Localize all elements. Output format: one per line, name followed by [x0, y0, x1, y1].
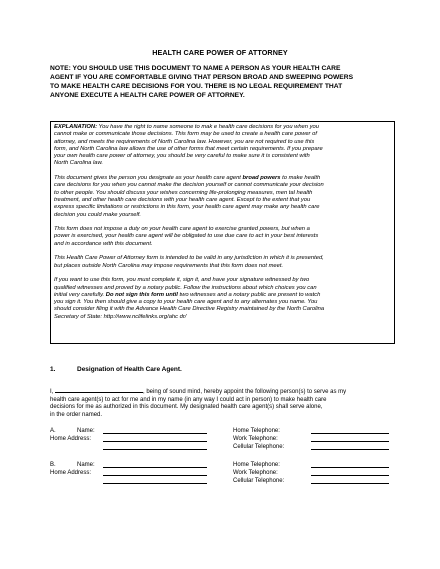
- agent-a-address-field[interactable]: [103, 435, 207, 442]
- note-line: NOTE: YOU SHOULD USE THIS DOCUMENT TO NAME A PERSON AS YOUR HEALTH CARE: [50, 65, 341, 72]
- cellular-telephone-label: Cellular Telephone:: [233, 478, 285, 484]
- intro-text: in the order named.: [50, 411, 103, 418]
- explanation-text: to make health: [280, 175, 321, 182]
- agent-a-home-telephone-field[interactable]: [311, 427, 389, 434]
- home-address-label: Home Address:: [50, 436, 92, 442]
- agent-b-address-field[interactable]: [103, 469, 207, 476]
- intro-text: decisions for me as authorized in this document. My designated health care agent(s) shall serve alone,: [50, 404, 323, 410]
- note-line: AGENT IF YOU ARE COMFORTABLE GIVING THAT PERSON BROAD AND SWEEPING POWERS: [50, 74, 354, 81]
- explanation-text: you sign it. You then should give a copy to your health care agent and to any alternates you name. You: [54, 299, 318, 306]
- section-number: 1.: [50, 366, 56, 373]
- agent-b-block: [50, 461, 395, 485]
- explanation-text: Secretary of State: http://www.nclifelinks.org/ahc dr/: [54, 313, 187, 320]
- work-telephone-label: Work Telephone:: [233, 470, 278, 476]
- explanation-text: to other people. You should discuss your wishes concerning life-prolonging measures, men tal health: [54, 189, 313, 196]
- note-line: ANYONE EXECUTE A HEALTH CARE POWER OF ATTORNEY.: [50, 92, 245, 99]
- intro-text: , being of sound mind, hereby appoint the following person(s) to serve as my: [143, 389, 347, 395]
- section-heading: [50, 366, 182, 373]
- name-label: Name:: [77, 428, 95, 434]
- explanation-text: qualified witnesses and proved by a notary public. Follow the instructions about which choices you can: [54, 284, 317, 291]
- explanation-text: express specific limitations or restrictions in this form, your health care agent may make any health care: [54, 204, 320, 211]
- explanation-label: EXPLANATION:: [54, 124, 98, 130]
- note-block: [50, 64, 395, 100]
- agent-b-home-telephone-field[interactable]: [311, 461, 389, 468]
- section-title: Designation of Health Care Agent.: [77, 366, 182, 373]
- explanation-text: form, and North Carolina law allows the use of other forms that meet certain requirements. If you prepare: [54, 145, 323, 152]
- home-telephone-label: Home Telephone:: [233, 462, 280, 468]
- agent-b-name-field[interactable]: [103, 461, 207, 468]
- work-telephone-label: Work Telephone:: [233, 436, 278, 442]
- explanation-text: attorney, and meets the requirements of North Carolina law. However, you are not required to use this: [54, 138, 315, 145]
- explanation-text: initial very carefully.: [54, 291, 106, 298]
- agent-a-name-field[interactable]: [103, 427, 207, 434]
- agent-a-work-telephone-field[interactable]: [311, 435, 389, 442]
- broad-powers-emphasis: broad powers: [242, 175, 281, 182]
- explanation-text: and in accordance with this document.: [54, 240, 153, 247]
- explanation-text: your own health care power of attorney, you should be very careful to make sure it is consistent with: [54, 153, 310, 160]
- agent-b-cellular-telephone-field[interactable]: [311, 477, 389, 484]
- agent-b-work-telephone-field[interactable]: [311, 469, 389, 476]
- agent-a-block: [50, 427, 395, 451]
- explanation-text: cannot make or communicate those decisions. This form may be used to create a health care power of: [54, 131, 317, 138]
- explanation-text: decision you could make yourself.: [54, 211, 141, 218]
- explanation-text: You have the right to name someone to mak e health care decisions for you when you: [97, 124, 319, 130]
- name-label: Name:: [77, 462, 95, 468]
- cellular-telephone-label: Cellular Telephone:: [233, 444, 285, 450]
- explanation-text: This form does not impose a duty on your health care agent to exercise granted powers, but when a: [54, 226, 310, 233]
- agent-a-address-line-2-field[interactable]: [103, 443, 207, 450]
- explanation-text: but places outside North Carolina may impose requirements that this form does not meet.: [54, 262, 284, 269]
- agent-letter: B.: [50, 462, 56, 468]
- explanation-text: This Health Care Power of Attorney form is intended to be valid in any jurisdiction in which it is presented,: [54, 255, 324, 262]
- intro-text: health care agent(s) to act for me and in my name (in any way I could act in person) to make health care: [50, 396, 327, 403]
- agent-a-cellular-telephone-field[interactable]: [311, 443, 389, 450]
- explanation-text: two witnesses and a notary public are present to watch: [177, 291, 321, 298]
- explanation-text: power is exercised, your health care agent will be obligated to use due care to act in your best interests: [54, 233, 319, 240]
- explanation-box: [50, 121, 395, 344]
- intro-text: I,: [50, 389, 56, 395]
- document-title: HEALTH CARE POWER OF ATTORNEY: [152, 48, 288, 57]
- note-line: TO MAKE HEALTH CARE DECISIONS FOR YOU. THERE IS NO LEGAL REQUIREMENT THAT: [50, 83, 343, 90]
- explanation-text: This document gives the person you designate as your health care agent: [54, 175, 243, 182]
- explanation-text: If you want to use this form, you must complete it, sign it, and have your signature witnessed by two: [54, 277, 310, 284]
- agent-letter: A.: [50, 428, 56, 434]
- agent-b-address-line-2-field[interactable]: [103, 477, 207, 484]
- principal-name-blank[interactable]: [55, 387, 143, 393]
- explanation-text: care decisions for you when you cannot make the decision yourself or cannot communicate your decision: [54, 182, 324, 189]
- home-telephone-label: Home Telephone:: [233, 428, 280, 434]
- appointment-paragraph: [50, 387, 395, 419]
- explanation-text: North Carolina law.: [54, 160, 103, 167]
- explanation-text: should consider filing it with the Advance Health Care Directive Registry maintained by the North Carolina: [54, 306, 325, 313]
- do-not-sign-emphasis: Do not sign this form until: [105, 291, 178, 298]
- home-address-label: Home Address:: [50, 470, 92, 476]
- explanation-text: treatment, and other health care decisions with your health care agent. Except to the extent that you: [54, 196, 311, 203]
